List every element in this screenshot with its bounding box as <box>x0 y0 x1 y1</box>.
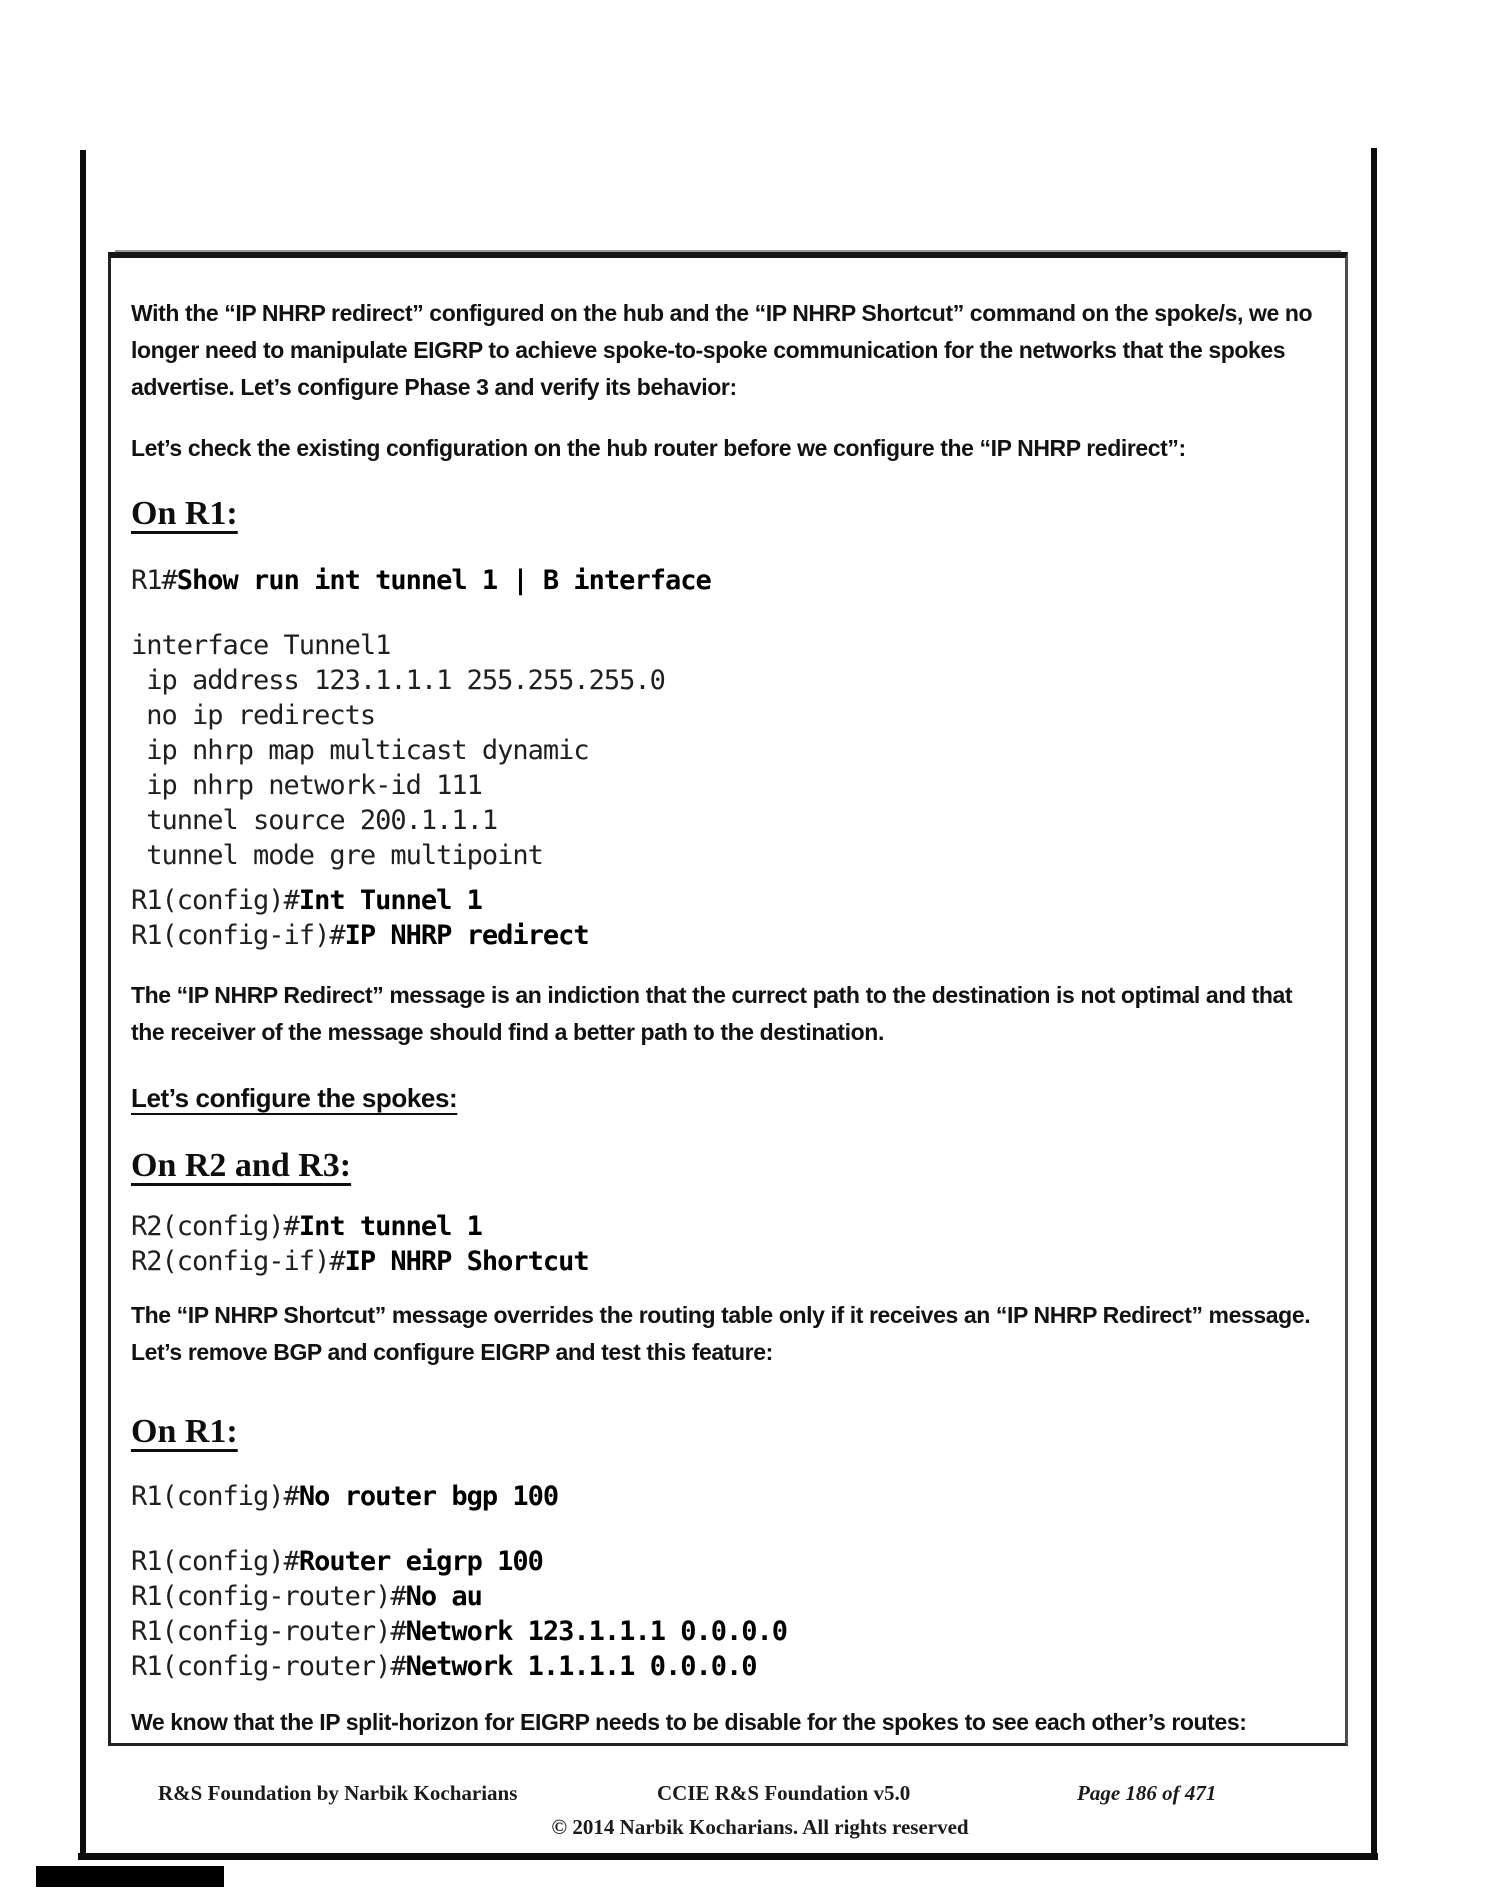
cli-prompt: R2(config-if)# <box>131 1246 345 1277</box>
code-line: interface Tunnel1 <box>131 630 391 661</box>
code-line <box>131 1544 1323 1579</box>
code-line <box>131 918 1323 953</box>
cli-prompt: R1(config-router)# <box>131 1616 406 1647</box>
redirect-explanation-paragraph: The “IP NHRP Redirect” message is an indiction that the currect path to the destination is not optimal and that the receiver of the message should find a better path to the destination. <box>131 982 1293 1045</box>
footer-course-title: CCIE R&S Foundation v5.0 <box>657 1781 911 1805</box>
footer-book-title: R&S Foundation by Narbik Kocharians <box>158 1781 518 1805</box>
code-line: no ip redirects <box>131 700 376 731</box>
heading-on-r1-first: On R1: <box>131 495 238 532</box>
cli-command: Router eigrp 100 <box>298 1546 543 1577</box>
code-block-r2-shortcut <box>131 1209 1323 1279</box>
cli-command: Network 123.1.1.1 0.0.0.0 <box>405 1616 787 1647</box>
code-block-show-run <box>131 563 1323 598</box>
split-horizon-paragraph: We know that the IP split-horizon for EIGRP needs to be disable for the spokes to see each other’s routes: <box>131 1709 1247 1735</box>
cli-prompt: R1(config-router)# <box>131 1651 406 1682</box>
cli-prompt: R1(config-if)# <box>131 920 345 951</box>
code-line <box>131 1579 1323 1614</box>
page-right-rule <box>1371 148 1377 1860</box>
cli-command: Network 1.1.1.1 0.0.0.0 <box>405 1651 757 1682</box>
code-line <box>131 1244 1323 1279</box>
code-line: ip address 123.1.1.1 255.255.255.0 <box>131 665 665 696</box>
footer-page-number: Page 186 of 471 <box>1077 1781 1217 1805</box>
code-line <box>131 563 1323 598</box>
scan-corner-block <box>36 1866 224 1887</box>
page-bottom-rule <box>78 1853 1378 1860</box>
intro-paragraph: With the “IP NHRP redirect” configured on the hub and the “IP NHRP Shortcut” command on the spoke/s, we no longer need to manipulate EIGRP to achieve spoke-to-spoke communication for the networks that the spokes advertise. Let’s configure Phase 3 and verify its behavior: <box>131 300 1313 400</box>
content-box <box>108 252 1348 1746</box>
cli-command: Int tunnel 1 <box>298 1211 482 1242</box>
code-line <box>131 1479 1323 1514</box>
heading-configure-spokes: Let’s configure the spokes: <box>131 1083 458 1113</box>
cli-command: No au <box>405 1581 482 1612</box>
code-line <box>131 1209 1323 1244</box>
cli-prompt: R1# <box>131 565 177 596</box>
code-line <box>131 883 1323 918</box>
cli-command: IP NHRP redirect <box>344 920 589 951</box>
cli-command: Int Tunnel 1 <box>298 885 482 916</box>
cli-command: IP NHRP Shortcut <box>344 1246 589 1277</box>
footer-copyright: © 2014 Narbik Kocharians. All rights reserved <box>551 1815 969 1839</box>
code-line <box>131 1649 1323 1684</box>
cli-prompt: R1(config)# <box>131 885 299 916</box>
cli-command: No router bgp 100 <box>298 1481 559 1512</box>
code-block-no-bgp <box>131 1479 1323 1514</box>
code-line: tunnel source 200.1.1.1 <box>131 805 498 836</box>
cli-command: Show run int tunnel 1 | B interface <box>176 565 711 596</box>
cli-prompt: R2(config)# <box>131 1211 299 1242</box>
code-line: ip nhrp map multicast dynamic <box>131 735 589 766</box>
heading-on-r1-second: On R1: <box>131 1413 238 1450</box>
cli-prompt: R1(config-router)# <box>131 1581 406 1612</box>
code-block-eigrp <box>131 1544 1323 1684</box>
cli-prompt: R1(config)# <box>131 1546 299 1577</box>
code-line <box>131 1614 1323 1649</box>
shortcut-explanation-paragraph: The “IP NHRP Shortcut” message overrides the routing table only if it receives an “IP NHRP Redirect” message. Let’s remove BGP and configure EIGRP and test this feature: <box>131 1302 1311 1365</box>
page-left-rule <box>80 150 86 1860</box>
check-config-paragraph: Let’s check the existing configuration on the hub router before we configure the “IP NHRP redirect”: <box>131 435 1186 461</box>
code-line: ip nhrp network-id 111 <box>131 770 482 801</box>
code-block-tunnel-config <box>131 628 1323 873</box>
heading-on-r2-and-r3: On R2 and R3: <box>131 1147 352 1184</box>
code-line: tunnel mode gre multipoint <box>131 840 543 871</box>
code-block-r1-redirect <box>131 883 1323 953</box>
cli-prompt: R1(config)# <box>131 1481 299 1512</box>
